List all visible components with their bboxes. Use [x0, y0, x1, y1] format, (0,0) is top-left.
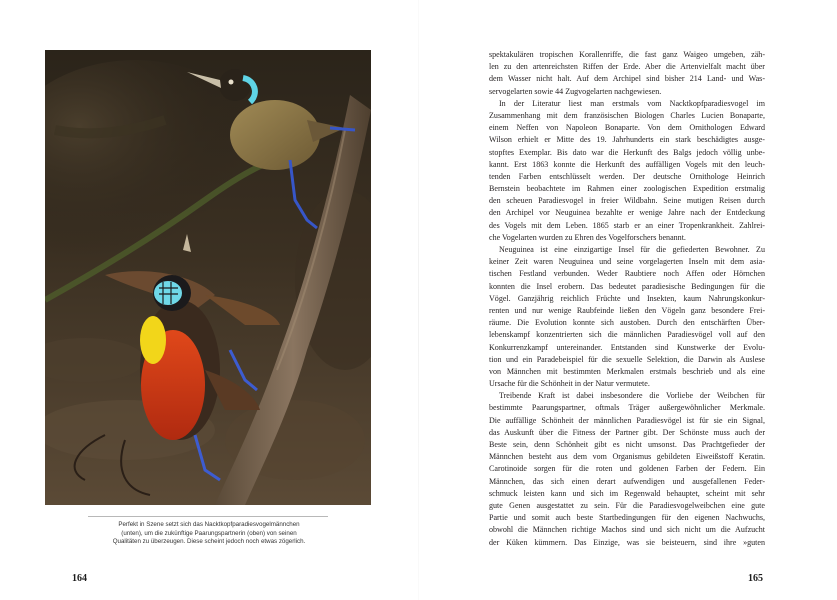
- page-number-right: 165: [748, 573, 763, 584]
- page-number-left: 164: [72, 573, 87, 584]
- text-line: In der Literatur liest man erstmals vom Nacktkopfparadiesvogel im: [499, 98, 765, 108]
- text-line: der Küken kümmern. Das Einzige, was sie beisteuern, sind ihre »guten: [489, 537, 765, 547]
- text-line: len zu den artenreichsten Riffen der Erde. Aber die Artenvielfalt macht über: [489, 62, 765, 72]
- text-line: schmuck leisten kann und sich im Regenwald behauptet, scheint mit sehr: [489, 488, 765, 498]
- text-line: Treibende Kraft ist dabei insbesondere die Vorliebe der Weibchen für: [499, 391, 765, 401]
- text-line: spektakulären tropischen Korallenriffe, die fast ganz Waigeo umgeben, zäh-: [489, 50, 765, 59]
- text-line: servogelarten sowie 44 Zugvogelarten nachgewiesen.: [489, 86, 662, 96]
- text-line: Konkurrenzkampf untereinander. Entstanden sind Kunstwerke der Evolu-: [489, 342, 765, 352]
- text-line: tischen Festland verbunden. Weder Raubtiere noch Affen oder Hörnchen: [489, 269, 765, 279]
- text-line: bestimmte Paarungspartner, oftmals Träger außergewöhnlicher Merkmale.: [489, 403, 765, 413]
- text-line: Carotinoide sorgen für die roten und goldenen Farben der Federn. Ein: [489, 464, 765, 474]
- text-line: dem Wasser nicht halt. Auf dem Archipel sind bisher 214 Land- und Was-: [489, 74, 765, 84]
- text-line: Männchen besteht aus dem vom Organismus gebildeten Eiweißstoff Keratin.: [489, 452, 765, 462]
- text-line: räume. Die Evolution konnte sich austoben. Durch den entschärften Über-: [489, 318, 765, 328]
- text-line: renten und nur wenige Raubfeinde ließen den Vögeln ganz besondere Frei-: [489, 305, 765, 315]
- text-line: konnten die Insel erobern. Das bedeutet paradiesische Bedingungen für die: [489, 281, 765, 291]
- text-line: che Vogelarten wurden zu Ehren des Vogelforschers benannt.: [489, 232, 686, 242]
- text-line: Ursache für die Schönheit in der Natur vermutete.: [489, 379, 650, 389]
- text-line: Partie und somit auch beste Startbedingungen für den eigenen Nachwuchs,: [489, 513, 765, 523]
- text-line: Wilson erhielt er Mitte des 19. Jahrhunderts ein stark beschädigtes ausge-: [489, 135, 765, 145]
- text-line: den Archipel vor Neuguinea bezahlte er wenige Jahre nach der Entdeckung: [489, 208, 765, 218]
- text-line: Vögel. Ganzjährig reichlich Früchte und Insekten, kaum Nahrungskonkur-: [489, 293, 765, 303]
- text-line: obwohl die Männchen richtige Machos sind und sich nicht um die Aufzucht: [489, 525, 765, 535]
- caption-line: Qualitäten zu überzeugen. Diese scheint jedoch noch etwas zögerlich.: [112, 538, 306, 546]
- text-line: keiner Zeit waren Neuguinea und seine vorgelagerten Inseln mit dem asia-: [489, 257, 765, 267]
- body-text-column: [489, 49, 765, 549]
- text-line: das Auskunft über die Fitness der Partner gibt. Der Schönste muss auch der: [489, 427, 765, 437]
- text-line: Beste sein, denn Schönheit gibt es nicht umsonst. Das Prachtgefieder der: [489, 440, 765, 449]
- gutter: [418, 0, 419, 600]
- text-line: Die auffällige Schönheit der männlichen Paradiesvögel ist für sie ein Signal,: [489, 415, 765, 425]
- text-line: Männchen, das sich einen derart aufwendigen und ausgefallenen Feder-: [489, 476, 765, 486]
- text-line: Zusammenhang mit dem französischen Biologen Charles Lucien Bonaparte,: [489, 110, 765, 120]
- text-line: Bernstein beobachtete im Rahmen einer zoologischen Expedition erstmalig: [489, 184, 765, 194]
- text-line: stopftes Exemplar. Bis dato war die Herkunft des Balgs jedoch völlig unbe-: [489, 147, 765, 157]
- caption-rule: [88, 516, 328, 517]
- text-line: von Männchen mit bestimmten Merkmalen erstmals beschrieb und als eine: [489, 366, 765, 376]
- text-line: des Vogels mit dem Leben. 1865 starb er an einer Tropenkrankheit. Zahlrei-: [489, 220, 765, 230]
- caption-line: (unten), um die zukünftige Paarungspartnerin (oben) von seinen: [121, 529, 297, 537]
- text-line: Neuguinea ist eine einzigartige Insel für die gefiederten Bewohner. Zu: [499, 245, 765, 254]
- text-line: lebenskampf konzentrierten sich die männlichen Paradiesvögel voll auf den: [489, 330, 765, 340]
- caption-line: Perfekt in Szene setzt sich das Nacktkopfparadiesvogelmännchen: [118, 521, 300, 528]
- text-line: den scheuen Paradiesvogel in freier Wildbahn. Seine mutigen Reisen durch: [489, 196, 765, 206]
- photo-caption: [86, 521, 332, 547]
- text-line: tenden Farben entschlüsselt werden. Der deutsche Ornithologe Heinrich: [489, 171, 765, 181]
- text-line: tion und ein Paradebeispiel für die sexuelle Selektion, die Darwin als Auslese: [489, 354, 765, 364]
- text-line: gute Genen ausgestattet zu sein. Für die Paradiesvogelweibchen eine gute: [489, 500, 765, 510]
- text-line: kannt. Erst 1863 konnte die Herkunft des auffälligen Vogels mit den leuch-: [489, 159, 765, 169]
- bird-of-paradise-photo: [45, 50, 371, 505]
- text-line: einem Neffen von Napoleon Bonaparte. Von dem Ornithologen Edward: [489, 123, 765, 133]
